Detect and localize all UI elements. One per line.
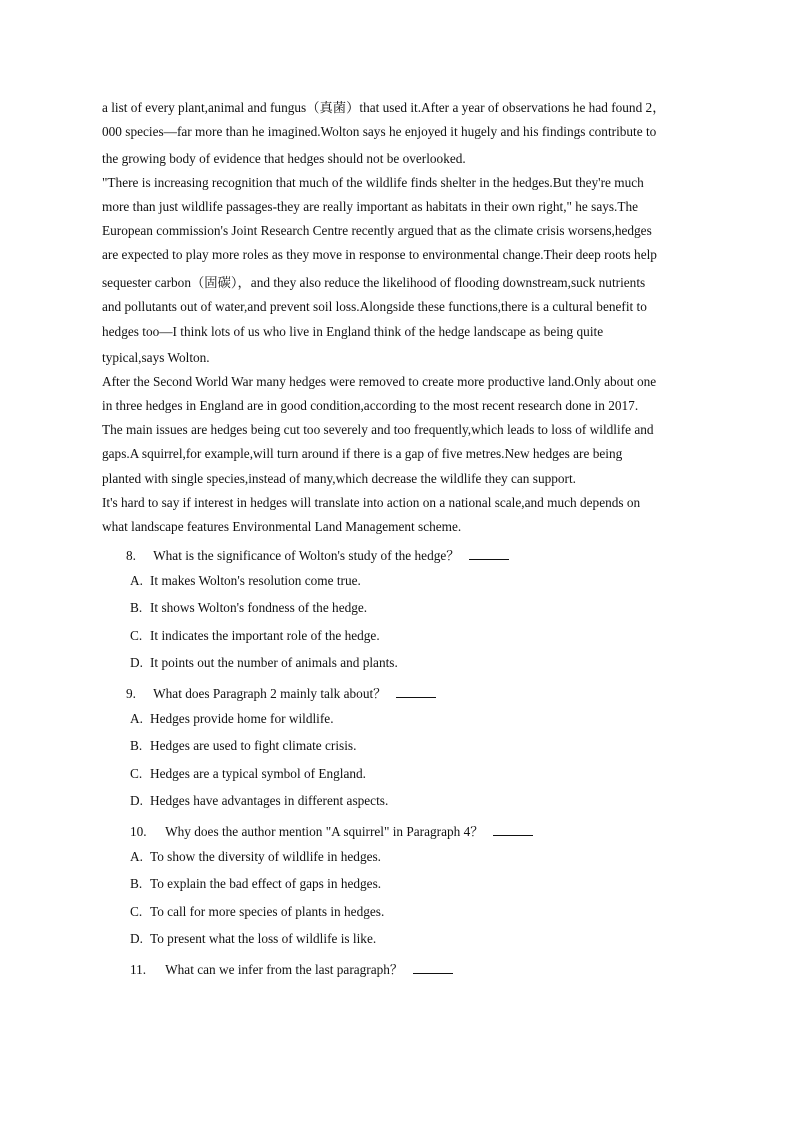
option-b[interactable]	[130, 876, 381, 892]
question-9	[126, 683, 436, 702]
option-label: D.	[130, 931, 143, 946]
passage-line: and pollutants out of water,and prevent soil loss.Alongside these functions,there is a cultural benefit to	[102, 299, 647, 314]
option-text: It shows Wolton's fondness of the hedge.	[150, 600, 368, 615]
option-text: To present what the loss of wildlife is like.	[150, 931, 377, 946]
option-text: To explain the bad effect of gaps in hedges.	[150, 876, 382, 891]
question-text: What does Paragraph 2 mainly talk about？	[153, 686, 387, 701]
option-label: A.	[130, 573, 143, 588]
passage-line: The main issues are hedges being cut too severely and too frequently,which leads to loss of wildlife and	[102, 422, 654, 437]
option-d[interactable]	[130, 793, 388, 809]
question-text: Why does the author mention "A squirrel" in Paragraph 4？	[165, 824, 484, 839]
option-label: D.	[130, 655, 143, 670]
passage-line: planted with single species,instead of many,which decrease the wildlife they can support.	[102, 471, 576, 486]
passage-line: It's hard to say if interest in hedges will translate into action on a national scale,and much depends on	[102, 495, 641, 510]
question-number: 8.	[126, 548, 136, 563]
answer-blank[interactable]	[413, 961, 453, 974]
question-10	[130, 821, 533, 840]
passage-line: typical,says Wolton.	[102, 350, 210, 365]
question-text: What is the significance of Wolton's study of the hedge？	[153, 548, 460, 563]
option-text: It makes Wolton's resolution come true.	[150, 573, 361, 588]
option-c[interactable]	[130, 628, 380, 644]
option-label: D.	[130, 793, 143, 808]
passage-line: sequester carbon（固碳），and they also reduce the likelihood of flooding downstream,suck nutrients	[102, 275, 646, 290]
option-label: A.	[130, 849, 143, 864]
passage-line: more than just wildlife passages-they are really important as habitats in their own right," he says.The	[102, 199, 639, 214]
option-text: It points out the number of animals and plants.	[150, 655, 398, 670]
answer-blank[interactable]	[469, 547, 509, 560]
passage-line: 000 species—far more than he imagined.Wolton says he enjoyed it hugely and his findings contribute to	[102, 124, 657, 139]
passage-line: the growing body of evidence that hedges should not be overlooked.	[102, 151, 466, 166]
option-label: B.	[130, 600, 143, 615]
option-c[interactable]	[130, 904, 384, 920]
passage-line: hedges too—I think lots of us who live in England think of the hedge landscape as being quite	[102, 324, 604, 339]
option-text: Hedges have advantages in different aspects.	[150, 793, 389, 808]
option-a[interactable]	[130, 573, 361, 589]
question-8	[126, 545, 509, 564]
option-text: Hedges are a typical symbol of England.	[150, 766, 367, 781]
passage-line: "There is increasing recognition that much of the wildlife finds shelter in the hedges.But they're much	[102, 175, 644, 190]
option-label: C.	[130, 628, 143, 643]
question-number: 9.	[126, 686, 136, 701]
passage-line: a list of every plant,animal and fungus（真菌）that used it.After a year of observations he had found 2，	[102, 100, 666, 115]
option-b[interactable]	[130, 738, 356, 754]
option-b[interactable]	[130, 600, 367, 616]
option-text: It indicates the important role of the hedge.	[150, 628, 380, 643]
option-a[interactable]	[130, 849, 381, 865]
option-text: Hedges are used to fight climate crisis.	[150, 738, 357, 753]
option-text: Hedges provide home for wildlife.	[150, 711, 334, 726]
option-a[interactable]	[130, 711, 334, 727]
answer-blank[interactable]	[396, 685, 436, 698]
question-11	[130, 959, 453, 978]
option-text: To show the diversity of wildlife in hedges.	[150, 849, 381, 864]
passage-line: what landscape features Environmental Land Management scheme.	[102, 519, 462, 534]
question-text: What can we infer from the last paragraph？	[165, 962, 404, 977]
passage-line: After the Second World War many hedges were removed to create more productive land.Only about one	[102, 374, 657, 389]
option-text: To call for more species of plants in hedges.	[150, 904, 385, 919]
passage-line: are expected to play more roles as they move in response to environmental change.Their deep roots help	[102, 247, 657, 262]
option-d[interactable]	[130, 655, 398, 671]
option-d[interactable]	[130, 931, 376, 947]
option-label: C.	[130, 904, 143, 919]
question-number: 10.	[130, 824, 147, 839]
option-label: A.	[130, 711, 143, 726]
passage-line: European commission's Joint Research Centre recently argued that as the climate crisis worsens,hedges	[102, 223, 652, 238]
passage-line: in three hedges in England are in good condition,according to the most recent research done in 2017.	[102, 398, 639, 413]
passage-line: gaps.A squirrel,for example,will turn around if there is a gap of five metres.New hedges are being	[102, 446, 623, 461]
answer-blank[interactable]	[493, 823, 533, 836]
option-label: B.	[130, 738, 143, 753]
option-label: B.	[130, 876, 143, 891]
option-label: C.	[130, 766, 143, 781]
option-c[interactable]	[130, 766, 366, 782]
question-number: 11.	[130, 962, 147, 977]
